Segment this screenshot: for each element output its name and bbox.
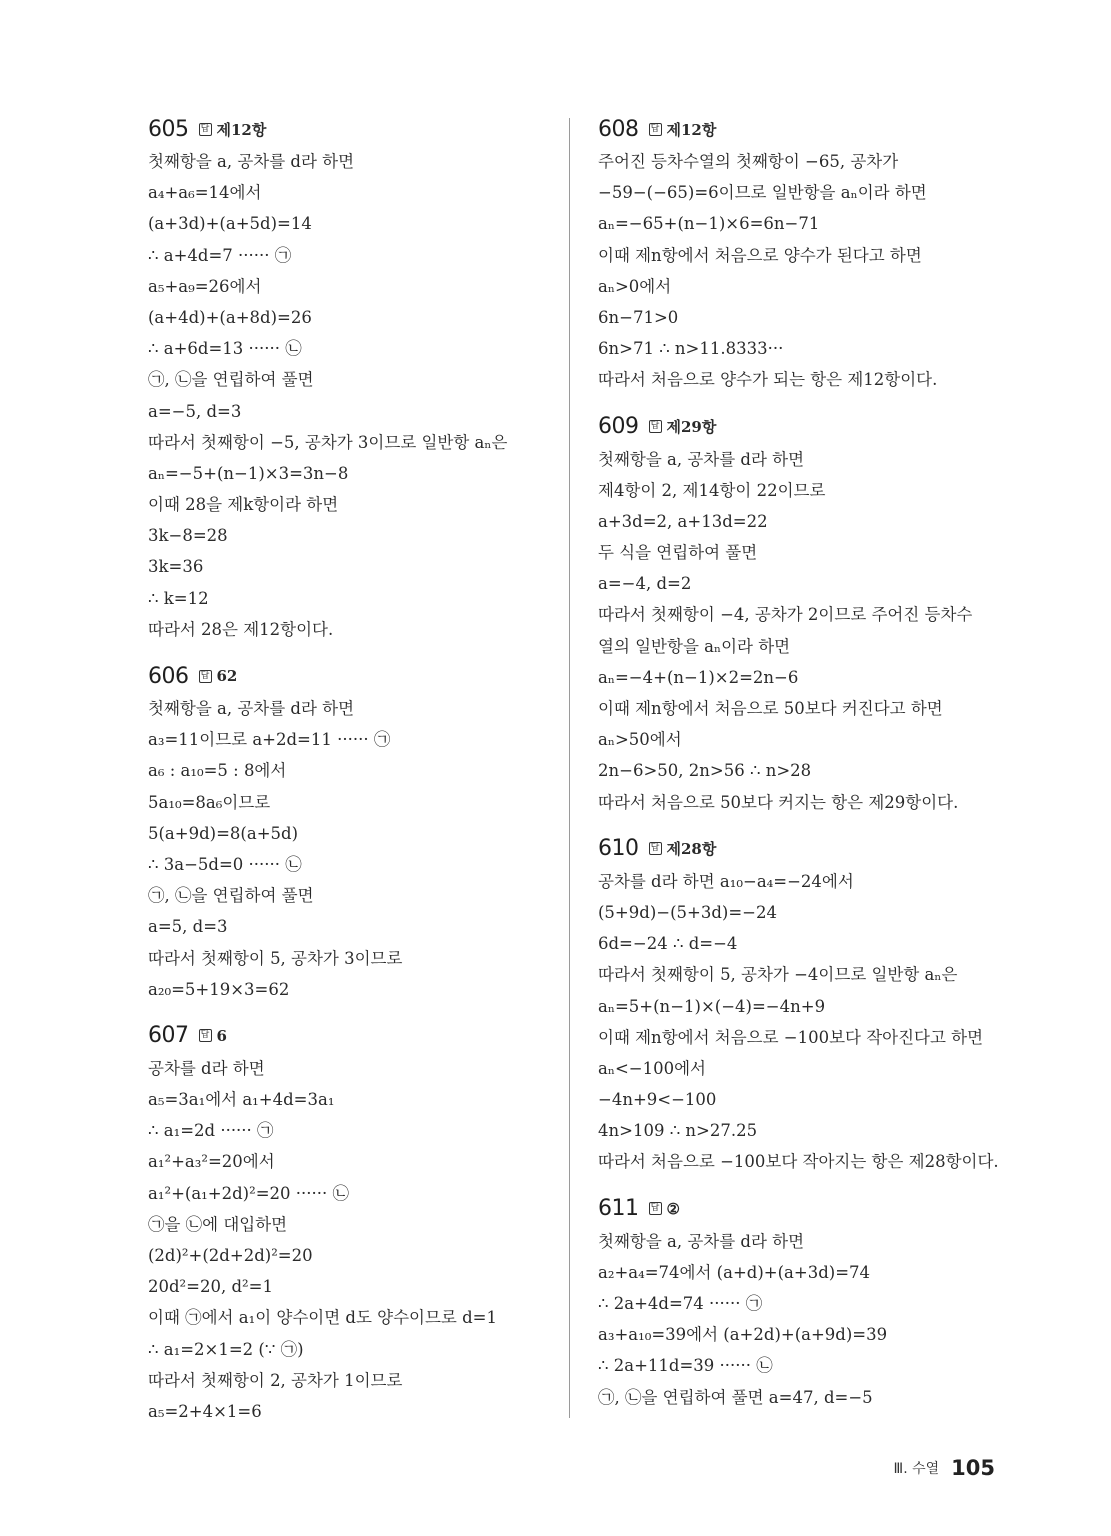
solution-line: 4n>109 ∴ n>27.25 (598, 1121, 758, 1141)
solution-line: 따라서 처음으로 −100보다 작아지는 항은 제28항이다. (598, 1152, 999, 1172)
solution-line: a+3d=2, a+13d=22 (598, 511, 768, 531)
solution-line: ∴ a+4d=7 ······ ㉠ (148, 245, 292, 265)
solution-line: 첫째항을 a, 공차를 d라 하면 (598, 1231, 805, 1251)
solution-line: ㉠, ㉡을 연립하여 풀면 (148, 886, 314, 906)
solution-line: ∴ 2a+11d=39 ······ ㉡ (598, 1356, 773, 1376)
solution-line: 두 식을 연립하여 풀면 (598, 543, 758, 563)
solution-line: 이때 제n항에서 처음으로 −100보다 작아진다고 하면 (598, 1027, 984, 1047)
solution-line: a₁²+(a₁+2d)²=20 ······ ㉡ (148, 1183, 349, 1203)
solution-line: a₆ : a₁₀=5 : 8에서 (148, 761, 287, 781)
problem-609 (598, 410, 1018, 818)
answer-value: 제28항 (666, 840, 717, 859)
problem-header (148, 659, 548, 693)
solution-line: 6d=−24 ∴ d=−4 (598, 934, 738, 954)
solution-line: 따라서 첫째항이 5, 공차가 3이므로 (148, 948, 403, 968)
solution-line: 열의 일반항을 aₙ이라 하면 (598, 636, 791, 656)
solution-line: 첫째항을 a, 공차를 d라 하면 (148, 152, 355, 171)
solution-line: ∴ a+6d=13 ······ ㉡ (148, 339, 302, 359)
solution-line: 5a₁₀=8a₆이므로 (148, 792, 271, 812)
problem-608 (598, 112, 1018, 396)
solution-line: 3k=36 (148, 557, 204, 577)
solution-line: 따라서 첫째항이 −4, 공차가 2이므로 주어진 등차수 (598, 605, 973, 625)
solution-line: −59−(−65)=6이므로 일반항을 aₙ이라 하면 (598, 183, 927, 203)
solution-line: 공차를 d라 하면 (148, 1058, 265, 1078)
problem-number: 608 (598, 116, 639, 142)
solution-line: a₂+a₄=74에서 (a+d)+(a+3d)=74 (598, 1262, 871, 1282)
problem-606 (148, 659, 548, 1005)
solution-line: aₙ=−5+(n−1)×3=3n−8 (148, 463, 349, 483)
solution-line: (5+9d)−(5+3d)=−24 (598, 902, 777, 922)
problem-header (148, 112, 548, 146)
problem-header (148, 1019, 548, 1053)
answer-icon: 답 (199, 670, 212, 683)
answer-icon: 답 (199, 123, 212, 136)
solution-line: aₙ=5+(n−1)×(−4)=−4n+9 (598, 996, 826, 1016)
answer-icon: 답 (649, 842, 662, 855)
chapter-label: Ⅲ. 수열 (893, 1461, 940, 1477)
solution-line: ∴ a₁=2d ······ ㉠ (148, 1121, 274, 1141)
column-divider (569, 118, 570, 1418)
problem-header (598, 832, 1018, 866)
solution-line: 따라서 처음으로 50보다 커지는 항은 제29항이다. (598, 792, 959, 812)
solution-line: 5(a+9d)=8(a+5d) (148, 823, 299, 843)
solution-line: aₙ=−65+(n−1)×6=6n−71 (598, 214, 820, 234)
answer-value: 제12항 (666, 120, 717, 139)
solution-line: a₅+a₉=26에서 (148, 276, 262, 296)
solution-line: 3k−8=28 (148, 526, 228, 546)
answer-icon: 답 (199, 1029, 212, 1042)
solution-line: a=−4, d=2 (598, 574, 692, 594)
problem-number: 610 (598, 836, 639, 862)
solution-line: a₁²+a₃²=20에서 (148, 1152, 275, 1172)
solution-line: (2d)²+(2d+2d)²=20 (148, 1246, 313, 1265)
solution-line: a=−5, d=3 (148, 401, 242, 421)
page-footer (870, 1450, 995, 1486)
solution-line: 주어진 등차수열의 첫째항이 −65, 공차가 (598, 152, 899, 171)
solution-line: 20d²=20, d²=1 (148, 1277, 273, 1297)
answer-value: 6 (216, 1026, 227, 1045)
answer-icon: 답 (649, 123, 662, 136)
solution-line: aₙ=−4+(n−1)×2=2n−6 (598, 667, 799, 687)
answer-value: 제12항 (216, 120, 267, 139)
solution-line: 따라서 첫째항이 2, 공차가 1이므로 (148, 1370, 403, 1390)
answer-value: ② (666, 1199, 680, 1218)
answer-icon: 답 (649, 1202, 662, 1215)
problem-605 (148, 112, 548, 645)
problem-number: 611 (598, 1196, 639, 1222)
solution-line: aₙ>0에서 (598, 276, 672, 296)
problem-number: 607 (148, 1023, 189, 1049)
solution-line: a=5, d=3 (148, 917, 228, 937)
problem-number: 605 (148, 116, 189, 142)
solution-line: 따라서 28은 제12항이다. (148, 619, 334, 639)
page-number: 105 (951, 1456, 995, 1480)
solution-line: ∴ a₁=2×1=2 (∵ ㉠) (148, 1339, 304, 1359)
solution-line: ∴ 2a+4d=74 ······ ㉠ (598, 1294, 763, 1313)
answer-icon: 답 (649, 420, 662, 433)
solution-line: aₙ<−100에서 (598, 1058, 706, 1078)
solution-line: ㉠을 ㉡에 대입하면 (148, 1214, 288, 1234)
solution-line: 이때 제n항에서 처음으로 50보다 커진다고 하면 (598, 699, 943, 718)
solution-line: 제4항이 2, 제14항이 22이므로 (598, 480, 826, 500)
solution-line: 공차를 d라 하면 a₁₀−a₄=−24에서 (598, 871, 854, 891)
solution-line: 첫째항을 a, 공차를 d라 하면 (148, 699, 355, 718)
solution-line: ∴ k=12 (148, 588, 209, 608)
solution-line: a₅=3a₁에서 a₁+4d=3a₁ (148, 1090, 335, 1110)
solution-line: a₃=11이므로 a+2d=11 ······ ㉠ (148, 730, 391, 750)
problem-header (598, 410, 1018, 444)
solution-line: −4n+9<−100 (598, 1090, 717, 1110)
solution-line: 2n−6>50, 2n>56 ∴ n>28 (598, 761, 812, 781)
answer-value: 제29항 (666, 418, 717, 436)
problem-header (598, 112, 1018, 146)
solution-line: aₙ>50에서 (598, 730, 682, 750)
problem-number: 606 (148, 663, 189, 689)
solution-line: 따라서 처음으로 양수가 되는 항은 제12항이다. (598, 370, 938, 390)
right-column (598, 112, 1018, 1427)
problem-header (598, 1192, 1018, 1226)
solution-line: 이때 제n항에서 처음으로 양수가 된다고 하면 (598, 245, 922, 265)
solution-line: 6n−71>0 (598, 307, 679, 327)
solution-line: 이때 ㉠에서 a₁이 양수이면 d도 양수이므로 d=1 (148, 1308, 497, 1328)
solution-line: ㉠, ㉡을 연립하여 풀면 (148, 370, 314, 390)
solution-line: ∴ 3a−5d=0 ······ ㉡ (148, 854, 302, 874)
solution-line: a₂₀=5+19×3=62 (148, 979, 290, 999)
solution-line: a₅=2+4×1=6 (148, 1401, 262, 1421)
problem-611 (598, 1192, 1018, 1413)
problem-607 (148, 1019, 548, 1427)
left-column (148, 112, 548, 1441)
solution-line: (a+3d)+(a+5d)=14 (148, 214, 312, 234)
problem-610 (598, 832, 1018, 1178)
answer-value: 62 (216, 667, 238, 685)
solution-line: 따라서 첫째항이 5, 공차가 −4이므로 일반항 aₙ은 (598, 965, 958, 985)
solution-line: (a+4d)+(a+8d)=26 (148, 307, 312, 327)
solution-line: ㉠, ㉡을 연립하여 풀면 a=47, d=−5 (598, 1387, 873, 1407)
solution-line: 이때 28을 제k항이라 하면 (148, 495, 339, 515)
solution-line: a₃+a₁₀=39에서 (a+2d)+(a+9d)=39 (598, 1325, 888, 1345)
solution-line: 첫째항을 a, 공차를 d라 하면 (598, 449, 805, 469)
solution-line: 6n>71 ∴ n>11.8333··· (598, 339, 784, 359)
solution-line: 따라서 첫째항이 −5, 공차가 3이므로 일반항 aₙ은 (148, 432, 508, 452)
problem-number: 609 (598, 414, 639, 439)
solution-line: a₄+a₆=14에서 (148, 183, 262, 203)
